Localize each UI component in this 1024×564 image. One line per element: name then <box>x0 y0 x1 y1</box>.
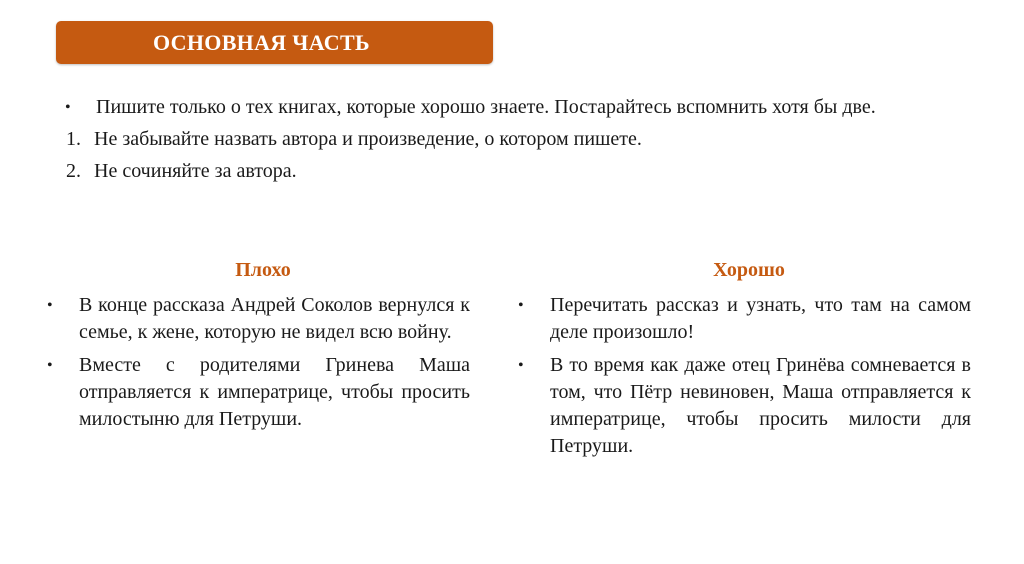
number-marker: 2. <box>66 160 81 182</box>
bullet-marker: • <box>518 297 524 314</box>
section-title: ОСНОВНАЯ ЧАСТЬ <box>56 21 493 64</box>
intro-item-bullet <box>66 94 1010 121</box>
bullet-marker: • <box>65 99 71 116</box>
bad-examples-column <box>40 258 470 439</box>
bad-example-text: В конце рассказа Андрей Соколов вернулся к семье, к жене, которую не видел всю войну. <box>79 294 470 343</box>
good-heading: Хорошо <box>713 259 785 281</box>
bad-heading: Плохо <box>235 259 291 281</box>
bad-example-item <box>40 352 470 433</box>
bad-example-text: Вместе с родителями Гринева Маша отправляется к императрице, чтобы просить милостыню для Петруши. <box>79 354 470 430</box>
intro-item-text: Пишите только о тех книгах, которые хорошо знаете. Постарайтесь вспомнить хотя бы две. <box>96 96 876 118</box>
number-marker: 1. <box>66 128 81 150</box>
good-example-text: Перечитать рассказ и узнать, что там на самом деле произошло! <box>550 294 971 343</box>
intro-item-2 <box>66 158 1010 185</box>
bullet-marker: • <box>518 357 524 374</box>
good-examples-column <box>511 258 971 466</box>
bullet-marker: • <box>47 297 53 314</box>
good-example-item <box>511 352 971 460</box>
good-example-text: В то время как даже отец Гринёва сомневается в том, что Пётр невиновен, Маша отправляется к императрице, чтобы просить милости для Петруши. <box>550 354 971 457</box>
intro-item-text: Не сочиняйте за автора. <box>94 160 297 182</box>
bad-example-item <box>40 292 470 346</box>
bullet-marker: • <box>47 357 53 374</box>
good-example-item <box>511 292 971 346</box>
intro-list <box>66 94 1010 190</box>
intro-item-text: Не забывайте назвать автора и произведение, о котором пишете. <box>94 128 642 150</box>
intro-item-1 <box>66 126 1010 153</box>
